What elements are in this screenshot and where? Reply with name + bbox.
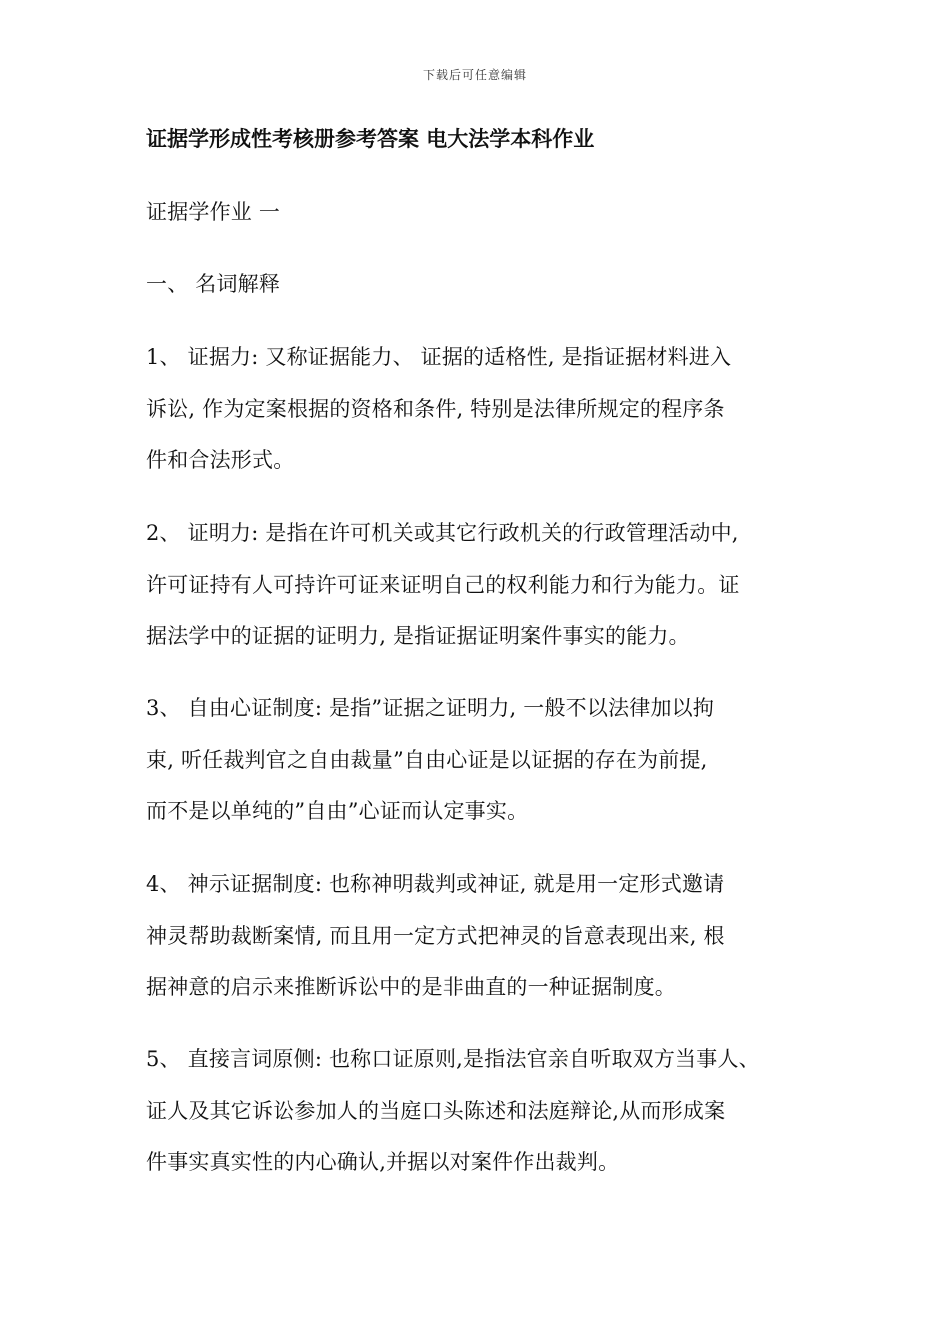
document-title: 证据学形成性考核册参考答案 电大法学本科作业	[146, 127, 595, 151]
term-line: 诉讼, 作为定案根据的资格和条件, 特别是法律所规定的程序条	[146, 397, 725, 421]
term-line: 而不是以单纯的”自由”心证而认定事实。	[146, 799, 529, 823]
term-line: 据神意的启示来推断诉讼中的是非曲直的一种证据制度。	[146, 975, 676, 999]
term-line: 证人及其它诉讼参加人的当庭口头陈述和法庭辩论,从而形成案	[146, 1099, 726, 1123]
term-line: 束, 听任裁判官之自由裁量”自由心证是以证据的存在为前提,	[146, 748, 708, 772]
section-heading: 一、 名词解释	[146, 272, 281, 296]
term-line: 许可证持有人可持许可证来证明自己的权利能力和行为能力。证	[146, 573, 740, 597]
term-line: 4、 神示证据制度: 也称神明裁判或神证, 就是用一定形式邀请	[146, 872, 725, 896]
term-line: 3、 自由心证制度: 是指”证据之证明力, 一般不以法律加以拘	[146, 696, 715, 720]
header-note: 下载后可任意编辑	[422, 68, 527, 82]
term-line: 2、 证明力: 是指在许可机关或其它行政机关的行政管理活动中,	[146, 521, 739, 545]
term-line: 件事实真实性的内心确认,并据以对案件作出裁判。	[146, 1150, 620, 1174]
term-line: 据法学中的证据的证明力, 是指证据证明案件事实的能力。	[146, 624, 690, 648]
assignment-subtitle: 证据学作业 一	[146, 200, 281, 224]
term-line: 5、 直接言词原侧: 也称口证原则,是指法官亲自听取双方当事人、	[146, 1047, 760, 1071]
term-line: 神灵帮助裁断案情, 而且用一定方式把神灵的旨意表现出来, 根	[146, 924, 725, 948]
term-line: 件和合法形式。	[146, 448, 295, 472]
term-line: 1、 证据力: 又称证据能力、 证据的适格性, 是指证据材料进入	[146, 345, 732, 369]
